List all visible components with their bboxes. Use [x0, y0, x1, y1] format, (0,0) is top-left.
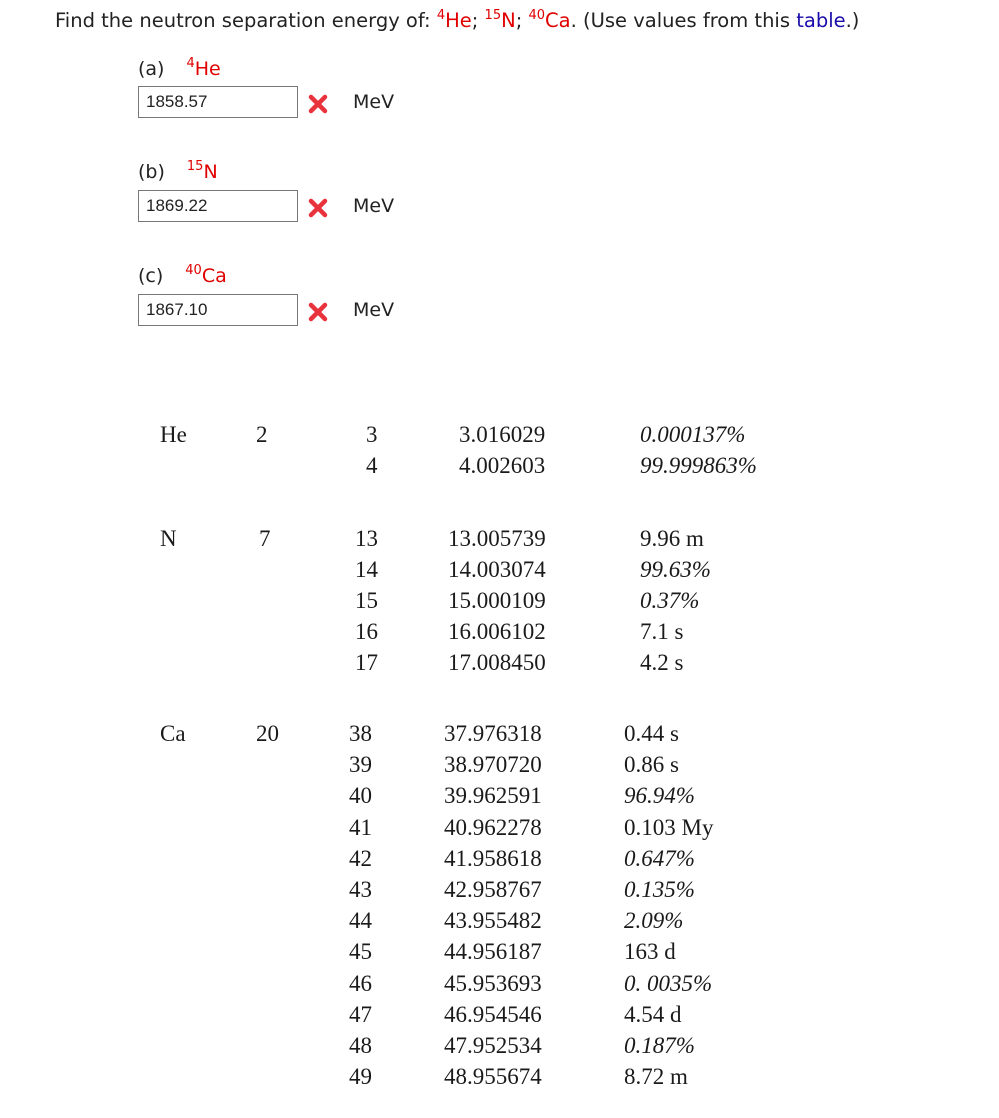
- element-symbol: N: [160, 526, 177, 551]
- isotope-mass-number: 4: [436, 8, 446, 23]
- atomic-mass: 3.016029: [459, 422, 546, 447]
- abundance-or-halflife: 0.44 s: [624, 721, 679, 746]
- mass-number: 48: [349, 1033, 372, 1058]
- atomic-number: 2: [256, 422, 268, 447]
- mass-number: 41: [349, 814, 372, 840]
- abundance-or-halflife: 4.54 d: [624, 1001, 682, 1027]
- part-b-unit: MeV: [353, 195, 395, 217]
- isotope-symbol: Ca: [545, 9, 571, 32]
- mass-number: 15: [355, 588, 378, 613]
- incorrect-x-icon: [308, 302, 328, 322]
- atomic-mass: 4.002603: [459, 453, 546, 478]
- abundance-or-halflife: 163 d: [624, 939, 676, 965]
- mass-number: 16: [355, 619, 378, 644]
- mass-number: 17: [355, 650, 378, 675]
- part-b-answer-input[interactable]: 1869.22: [138, 190, 298, 222]
- abundance-or-halflife: 99.999863%: [640, 453, 757, 478]
- mass-number: 13: [355, 526, 378, 551]
- abundance-or-halflife: 0.103 My: [624, 814, 714, 840]
- atomic-mass: 45.953693: [444, 970, 542, 996]
- atomic-mass: 39.962591: [444, 783, 542, 809]
- abundance-or-halflife: 0.135%: [624, 877, 695, 902]
- atomic-mass: 14.003074: [448, 557, 546, 582]
- mass-number: 14: [355, 557, 378, 582]
- abundance-or-halflife: 0.647%: [624, 845, 695, 871]
- mass-number: 38: [349, 721, 372, 746]
- abundance-or-halflife: 0.187%: [624, 1033, 695, 1058]
- mass-number: 3: [366, 422, 378, 447]
- mass-number: 40: [349, 783, 372, 809]
- part-a-answer-input[interactable]: 1858.57: [138, 86, 298, 118]
- atomic-number: 20: [256, 721, 279, 746]
- mass-number: 46: [349, 970, 372, 996]
- abundance-or-halflife: 0.000137%: [640, 422, 746, 447]
- table-link[interactable]: table: [796, 9, 846, 32]
- atomic-mass: 17.008450: [448, 650, 546, 675]
- atomic-mass: 43.955482: [444, 908, 542, 934]
- part-c-answer-input[interactable]: 1867.10: [138, 294, 298, 326]
- atomic-mass: 48.955674: [444, 1064, 542, 1090]
- atomic-mass: 42.958767: [444, 877, 542, 902]
- atomic-mass: 13.005739: [448, 526, 546, 551]
- incorrect-x-icon: [308, 94, 328, 114]
- atomic-mass: 41.958618: [444, 845, 542, 871]
- isotope-mass-number: 40: [528, 8, 546, 23]
- abundance-or-halflife: 0. 0035%: [624, 970, 713, 996]
- part-a-unit: MeV: [353, 91, 395, 113]
- mass-number: 43: [349, 877, 372, 902]
- abundance-or-halflife: 9.96 m: [640, 526, 704, 551]
- atomic-mass: 37.976318: [444, 721, 542, 746]
- abundance-or-halflife: 96.94%: [624, 783, 695, 809]
- abundance-or-halflife: 99.63%: [640, 557, 711, 582]
- atomic-mass: 44.956187: [444, 939, 542, 965]
- abundance-or-halflife: 0.86 s: [624, 752, 679, 778]
- mass-number: 4: [366, 453, 378, 478]
- isotope-symbol: N: [501, 9, 516, 32]
- mass-number: 47: [349, 1001, 372, 1027]
- mass-number: 49: [349, 1064, 372, 1090]
- isotope-mass-number: 15: [484, 8, 502, 23]
- isotope-symbol: He: [445, 9, 472, 32]
- atomic-mass: 16.006102: [448, 619, 546, 644]
- atomic-number: 7: [259, 526, 271, 551]
- element-symbol: He: [160, 422, 187, 447]
- atomic-mass: 15.000109: [448, 588, 546, 613]
- atomic-mass: 47.952534: [444, 1033, 542, 1058]
- element-symbol: Ca: [160, 721, 186, 746]
- atomic-mass: 38.970720: [444, 752, 542, 778]
- part-a-label: (a) $^4$He: [138, 56, 221, 80]
- abundance-or-halflife: 0.37%: [640, 588, 700, 613]
- mass-number: 39: [349, 752, 372, 778]
- question-text: Find the neutron separation energy of: $^4$He; $^{15}$N; $^{40}$Ca. (Use values from this table.): [55, 8, 860, 32]
- abundance-or-halflife: 2.09%: [624, 908, 684, 934]
- abundance-or-halflife: 4.2 s: [640, 650, 684, 675]
- incorrect-x-icon: [308, 198, 328, 218]
- mass-number: 45: [349, 939, 372, 965]
- atomic-mass: 40.962278: [444, 814, 542, 840]
- part-b-label: (b) $^{15}$N: [138, 159, 218, 183]
- part-c-unit: MeV: [353, 299, 395, 321]
- abundance-or-halflife: 8.72 m: [624, 1064, 688, 1090]
- atomic-mass: 46.954546: [444, 1001, 542, 1027]
- mass-number: 42: [349, 845, 372, 871]
- abundance-or-halflife: 7.1 s: [640, 619, 684, 644]
- mass-number: 44: [349, 908, 372, 934]
- part-c-label: (c) $^{40}$Ca: [138, 263, 227, 287]
